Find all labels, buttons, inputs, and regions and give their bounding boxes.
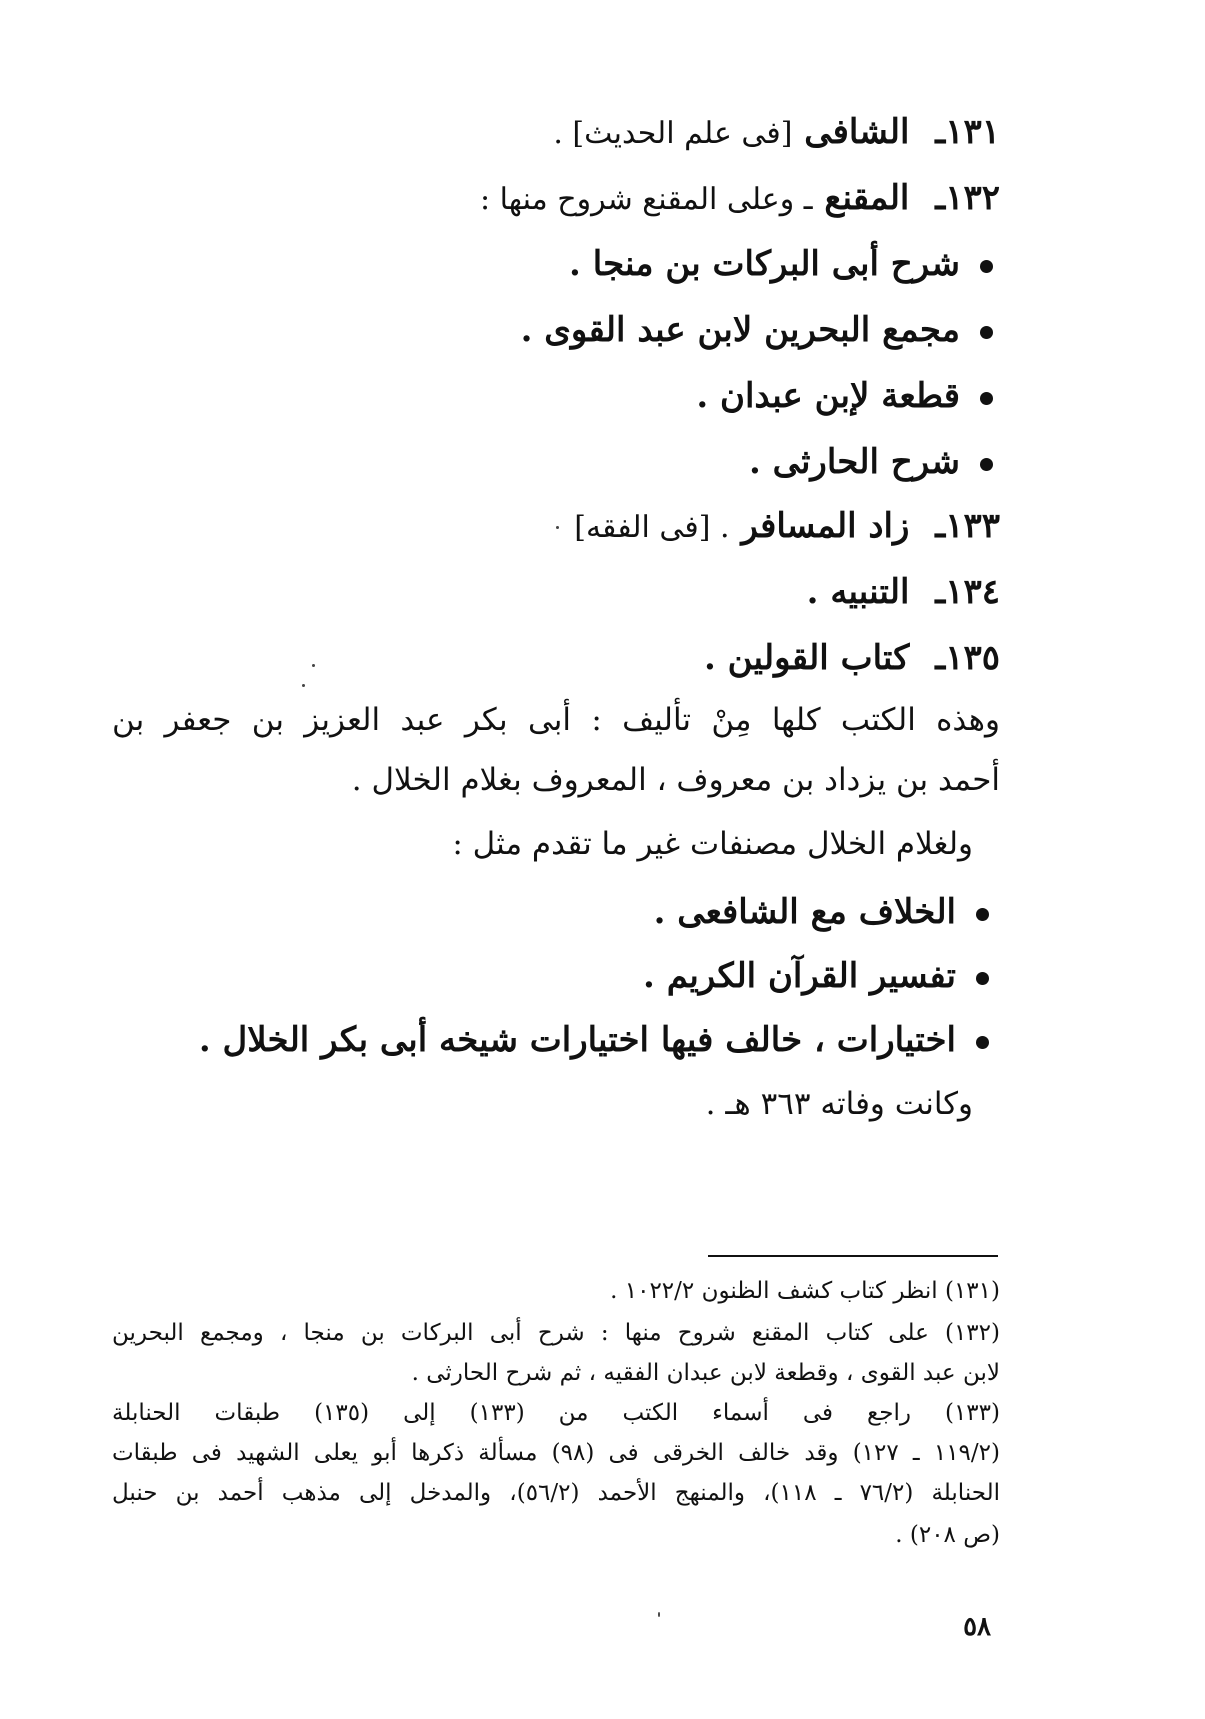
entry-note: ـ وعلى المقنع شروح منها :: [479, 182, 813, 217]
entry-135: [704, 638, 1000, 678]
footnote-line: (١٣٣) راجع فى أسماء الكتب من (١٣٣) إلى (١٣٥) طبقات الحنابلة: [112, 1400, 1000, 1426]
other-work-text: تفسير القرآن الكريم .: [643, 956, 956, 996]
scan-speck: [302, 684, 305, 687]
footnote-divider: [708, 1255, 998, 1257]
entry-title: المقنع: [824, 178, 910, 218]
footnote-line: (١٣١) انظر كتاب كشف الظنون ١٠٢٢/٢ .: [610, 1278, 1000, 1304]
entry-number: ١٣٢ـ: [935, 178, 1000, 218]
entry-number: ١٣٣ـ: [935, 506, 1000, 546]
commentary-item: [749, 442, 993, 482]
entry-133: [574, 506, 1000, 546]
scan-speck: [556, 526, 559, 529]
entry-note: [فى علم الحديث] .: [553, 116, 793, 151]
page-number: ٥٨: [963, 1612, 991, 1642]
other-work-item: [654, 892, 989, 932]
commentary-text: مجمع البحرين لابن عبد القوى .: [520, 310, 960, 350]
commentary-item: [569, 244, 993, 284]
entry-note: . [فى الفقه]: [574, 510, 730, 545]
footnote-line: (١٣٢) على كتاب المقنع شروح منها : شرح أبى البركات بن منجا ، ومجمع البحرين: [112, 1320, 1000, 1346]
commentary-text: قطعة لإبن عبدان .: [696, 376, 960, 416]
bullet-icon: [980, 458, 993, 471]
bullet-icon: [976, 1036, 989, 1049]
other-works-intro: ولغلام الخلال مصنفات غير ما تقدم مثل :: [452, 826, 973, 862]
commentary-item: [696, 376, 993, 416]
footnote-line: الحنابلة (٧٦/٢ ـ ١١٨)، والمنهج الأحمد (٥٦/٢)، والمدخل إلى مذهب أحمد بن حنبل: [112, 1480, 1001, 1506]
bullet-icon: [980, 326, 993, 339]
footnote-line: (١١٩/٢ ـ ١٢٧) وقد خالف الخرقى فى (٩٨) مسألة ذكرها أبو يعلى الشهيد فى طبقات: [112, 1440, 1000, 1466]
footnote-line: لابن عبد القوى ، وقطعة لابن عبدان الفقيه ، ثم شرح الحارثى .: [411, 1360, 1000, 1386]
entry-number: ١٣٥ـ: [935, 638, 1000, 678]
entry-134: [807, 572, 1000, 612]
entry-title: كتاب القولين .: [703, 638, 910, 678]
commentary-item: [521, 310, 993, 350]
other-work-item: [199, 1020, 989, 1060]
bullet-icon: [976, 972, 989, 985]
entry-131: [553, 112, 1000, 152]
bullet-icon: [976, 908, 989, 921]
paragraph-line-2: أحمد بن يزداد بن معروف ، المعروف بغلام الخلال .: [351, 762, 1000, 798]
death-date: وكانت وفاته ٣٦٣ هـ .: [705, 1086, 973, 1122]
bullet-icon: [980, 260, 993, 273]
bullet-icon: [980, 392, 993, 405]
commentary-text: شرح الحارثى .: [748, 442, 960, 482]
entry-132: [480, 178, 1000, 218]
entry-number: ١٣١ـ: [935, 112, 1000, 152]
other-work-text: اختيارات ، خالف فيها اختيارات شيخه أبى بكر الخلال .: [198, 1020, 956, 1060]
scan-speck: [658, 1612, 660, 1617]
other-work-item: [643, 956, 989, 996]
commentary-text: شرح أبى البركات بن منجا .: [569, 244, 960, 284]
other-work-text: الخلاف مع الشافعى .: [653, 892, 956, 932]
entry-title: الشافى: [804, 112, 910, 152]
footnote-line: (ص ٢٠٨) .: [895, 1522, 1000, 1548]
entry-title: التنبيه .: [806, 572, 910, 612]
entry-number: ١٣٤ـ: [935, 572, 1000, 612]
scan-speck: [312, 664, 315, 667]
entry-title: زاد المسافر: [741, 506, 910, 546]
paragraph-line-1: وهذه الكتب كلها مِنْ تأليف : أبى بكر عبد العزيز بن جعفر بن: [112, 702, 1000, 738]
